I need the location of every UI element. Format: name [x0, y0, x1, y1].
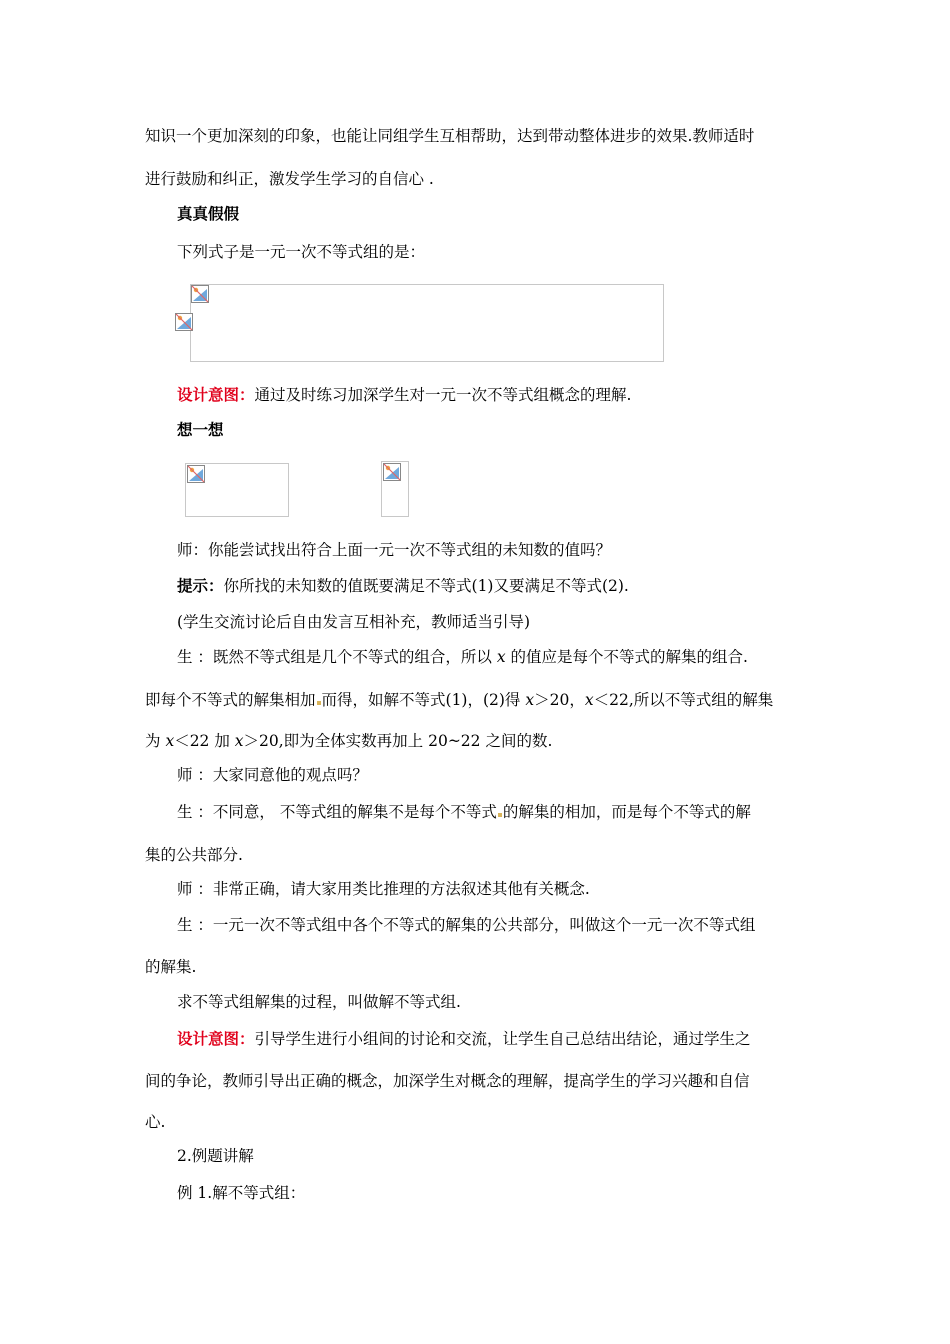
broken-image-icon [191, 285, 209, 303]
paragraph-line: 间的争论，教师引导出正确的概念，加深学生对概念的理解，提高学生的学习兴趣和自信 [145, 1072, 750, 1090]
variable-x: x [525, 691, 535, 709]
paragraph-line [177, 647, 748, 667]
text-run: 的值应是每个不等式的解集的组合. [505, 648, 748, 666]
hint-line [177, 576, 629, 596]
section-heading: 真真假假 [177, 205, 240, 223]
inequality-image-frame [190, 284, 664, 362]
paragraph-line: 师：你能尝试找出符合上面一元一次不等式组的未知数的值吗？ [177, 541, 612, 559]
section-heading: 想一想 [177, 421, 224, 439]
broken-image-icon [383, 463, 401, 481]
text-run: ＜22 加 [174, 732, 235, 750]
text-run: ＞20,即为全体实数再加上 20~22 之间的数. [243, 732, 553, 750]
variable-x: x [165, 732, 175, 750]
design-intent-label: 设计意图： [177, 386, 255, 404]
paragraph-line: 下列式子是一元一次不等式组的是： [177, 243, 426, 261]
paragraph-line: 例 1.解不等式组： [177, 1184, 306, 1202]
paragraph-line [145, 731, 552, 751]
text-run: 而得，如解不等式(1)，(2)得 [321, 691, 526, 709]
paragraph-line [177, 802, 751, 822]
mark-dot [317, 701, 321, 705]
paragraph-line: 知识一个更加深刻的印象，也能让同组学生互相帮助，达到带动整体进步的效果.教师适时 [145, 127, 755, 145]
paragraph-line: 师 ：大家同意他的观点吗？ [177, 766, 368, 784]
hint-text: 你所找的未知数的值既要满足不等式(1)又要满足不等式(2). [223, 577, 629, 595]
hint-label: 提示： [177, 577, 224, 595]
paragraph-line: 的解集. [145, 958, 197, 976]
design-intent-line [177, 1029, 751, 1049]
variable-x: x [584, 691, 594, 709]
paragraph-line: 生 ：一元一次不等式组中各个不等式的解集的公共部分，叫做这个一元一次不等式组 [177, 916, 756, 934]
paragraph-line: (学生交流讨论后自由发言互相补充，教师适当引导) [177, 613, 531, 631]
paragraph-line: 2.例题讲解 [177, 1147, 254, 1165]
design-intent-text: 通过及时练习加深学生对一元一次不等式组概念的理解. [254, 386, 632, 404]
design-intent-label: 设计意图： [177, 1030, 255, 1048]
paragraph-line: 进行鼓励和纠正，激发学生学习的自信心 . [145, 170, 434, 188]
text-run: 生 ：既然不等式组是几个不等式的组合，所以 [177, 648, 497, 666]
mark-dot [498, 813, 502, 817]
paragraph-line: 师 ：非常正确，请大家用类比推理的方法叙述其他有关概念. [177, 880, 590, 898]
broken-image-icon [187, 465, 205, 483]
broken-image-icon [175, 313, 193, 331]
paragraph-line: 求不等式组解集的过程，叫做解不等式组. [177, 993, 461, 1011]
paragraph-line: 心. [145, 1113, 166, 1131]
text-run: ＞20， [534, 691, 585, 709]
design-intent-line [177, 385, 631, 405]
text-run: 即每个不等式的解集相加 [145, 691, 316, 709]
text-run: 为 [145, 732, 166, 750]
variable-x: x [496, 648, 506, 666]
variable-x: x [234, 732, 244, 750]
paragraph-line [145, 690, 773, 710]
design-intent-text: 引导学生进行小组间的讨论和交流，让学生自己总结出结论，通过学生之 [254, 1030, 751, 1048]
text-run: 生 ：不同意， 不等式组的解集不是每个不等式 [177, 803, 497, 821]
paragraph-line: 集的公共部分. [145, 846, 243, 864]
text-run: 的解集的相加，而是每个不等式的解 [502, 803, 751, 821]
text-run: ＜22,所以不等式组的解集 [593, 691, 774, 709]
